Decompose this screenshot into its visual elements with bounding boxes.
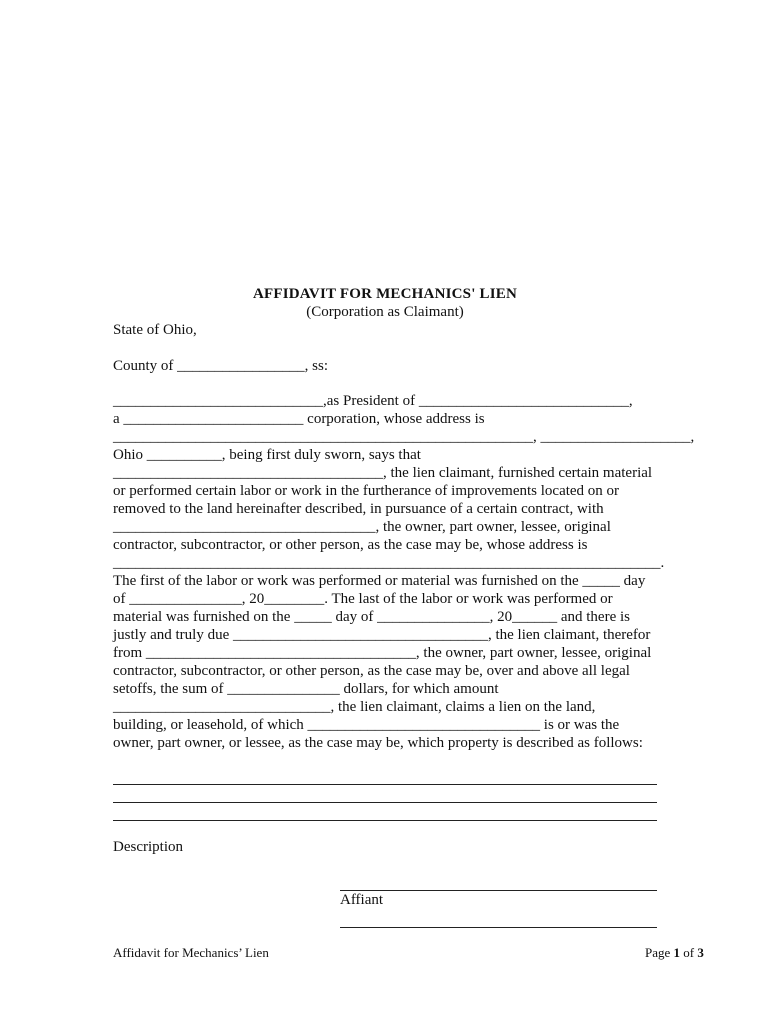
property-description-line <box>113 784 657 785</box>
page-total: 3 <box>697 945 704 960</box>
state-line: State of Ohio, <box>113 322 197 338</box>
page-mid: of <box>680 945 698 960</box>
page-current: 1 <box>673 945 681 960</box>
footer-title: Affidavit for Mechanics’ Lien <box>113 945 269 960</box>
body-line: contractor, subcontractor, or other person, as the case may be, whose address is <box>113 537 588 553</box>
body-line: setoffs, the sum of _______________ dollars, for which amount <box>113 681 499 697</box>
affiant-label: Affiant <box>340 892 384 908</box>
body-line: owner, part owner, or lessee, as the case may be, which property is described as follows: <box>113 735 643 751</box>
document-subtitle: (Corporation as Claimant) <box>306 304 464 320</box>
document-title: AFFIDAVIT FOR MECHANICS' LIEN <box>252 286 518 302</box>
body-line: of _______________, 20________. The last of the labor or work was performed or <box>113 591 613 607</box>
body-line: contractor, subcontractor, or other person, as the case may be, over and above all legal <box>113 663 630 679</box>
body-line: _____________________________, the lien claimant, claims a lien on the land, <box>113 699 596 715</box>
body-line: ___________________________________, the owner, part owner, lessee, original <box>113 519 611 535</box>
description-label: Description <box>113 839 183 855</box>
body-line: The first of the labor or work was performed or material was furnished on the _____ day <box>113 573 646 589</box>
affiant-signature-line <box>340 890 657 891</box>
body-line: ____________________________________, the lien claimant, furnished certain material <box>113 465 653 481</box>
property-description-line <box>113 820 657 821</box>
body-line: or performed certain labor or work in the furtherance of improvements located on or <box>113 483 620 499</box>
body-line: removed to the land hereinafter described, in pursuance of a certain contract, with <box>113 501 604 517</box>
body-line: from ____________________________________, the owner, part owner, lessee, original <box>113 645 652 661</box>
body-line: ____________________________,as President of ____________________________, <box>113 393 633 409</box>
body-line: _________________________________________________________________________. <box>113 555 665 571</box>
body-line: a ________________________ corporation, whose address is <box>113 411 485 427</box>
body-line: ________________________________________________________, ____________________, <box>113 429 695 445</box>
page-prefix: Page <box>645 945 674 960</box>
signature-line <box>340 927 657 928</box>
body-line: justly and truly due __________________________________, the lien claimant, therefor <box>113 627 651 643</box>
page-number <box>645 945 704 961</box>
body-line: material was furnished on the _____ day of _______________, 20______ and there is <box>113 609 630 625</box>
county-line: County of _________________, ss: <box>113 358 329 374</box>
property-description-line <box>113 802 657 803</box>
body-line: building, or leasehold, of which _______________________________ is or was the <box>113 717 620 733</box>
body-line: Ohio __________, being first duly sworn, says that <box>113 447 421 463</box>
